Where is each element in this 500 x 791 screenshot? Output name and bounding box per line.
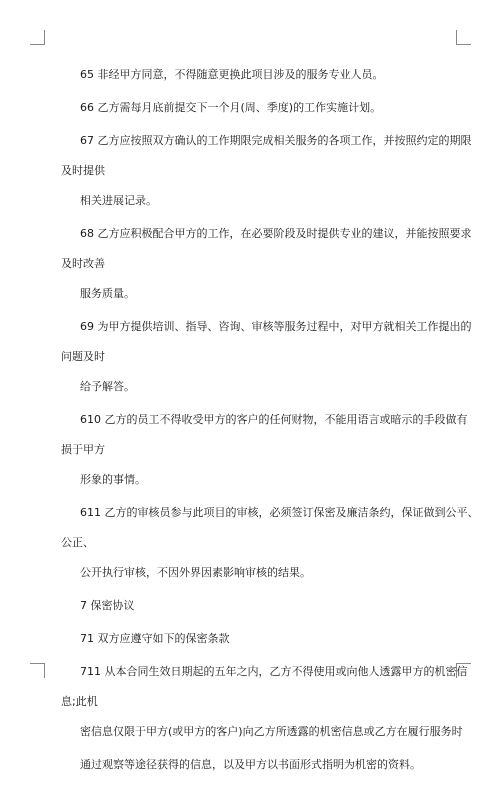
document-body	[61, 68, 479, 791]
paragraph-line: 67 乙方应按照双方确认的工作期限完成相关服务的各项工作，并按照约定的期限	[80, 134, 472, 147]
paragraph-line: 损于甲方	[61, 443, 105, 456]
paragraph-line: 相关进展记录。	[80, 194, 157, 207]
paragraph-line: 66 乙方需每月底前提交下一个月(周、季度)的工作实施计划。	[80, 101, 382, 114]
paragraph-line: 形象的事情。	[80, 473, 146, 486]
paragraph-line: 息;此机	[61, 695, 98, 708]
section-heading: 7 保密协议	[80, 599, 135, 612]
crop-mark-top-left	[30, 30, 45, 45]
paragraph-line: 密信息仅限于甲方(或甲方的客户)向乙方所透露的机密信息或乙方在履行服务时	[80, 725, 463, 738]
paragraph-line: 610 乙方的员工不得收受甲方的客户的任何财物，不能用语言或暗示的手段做有	[80, 413, 468, 426]
paragraph-line: 及时改善	[61, 257, 105, 270]
crop-mark-bottom-left	[30, 663, 45, 678]
paragraph-line: 69 为甲方提供培训、指导、咨询、审核等服务过程中，对甲方就相关工作提出的	[80, 320, 472, 333]
paragraph-line: 68 乙方应积极配合甲方的工作，在必要阶段及时提供专业的建议，并能按照要求	[80, 227, 472, 240]
crop-mark-top-right	[456, 30, 471, 45]
paragraph-line: 给予解答。	[80, 380, 135, 393]
subsection-heading: 71 双方应遵守如下的保密条款	[80, 632, 230, 645]
paragraph-line: 611 乙方的审核员参与此项目的审核，必须签订保密及廉洁条约，保证做到公平、	[80, 506, 479, 519]
paragraph-line: 公开执行审核，不因外界因素影响审核的结果。	[80, 566, 311, 579]
paragraph-line: 65 非经甲方同意，不得随意更换此项目涉及的服务专业人员。	[80, 68, 384, 81]
paragraph-line: 问题及时	[61, 350, 105, 363]
paragraph-line: 服务质量。	[80, 287, 135, 300]
paragraph-line: 711 从本合同生效日期起的五年之内，乙方不得使用或向他人透露甲方的机密信	[80, 665, 468, 678]
paragraph-line: 公正、	[61, 536, 94, 549]
paragraph-line: 及时提供	[61, 164, 105, 177]
paragraph-line: 通过观察等途径获得的信息，以及甲方以书面形式指明为机密的资料。	[80, 758, 421, 771]
